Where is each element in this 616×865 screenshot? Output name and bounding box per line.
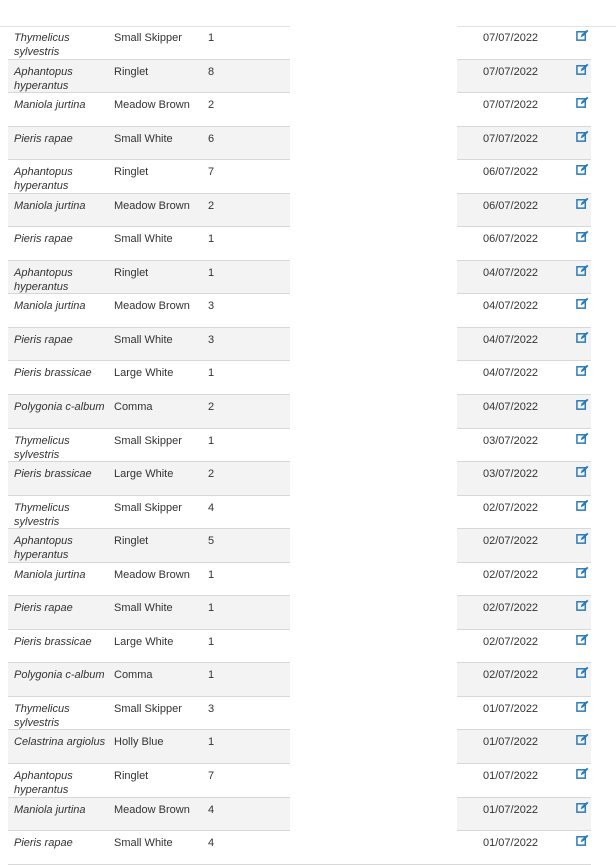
- count-cell: 5: [208, 535, 215, 548]
- date-cell: 03/07/2022: [483, 468, 539, 481]
- common-name-cell: Comma: [114, 669, 153, 682]
- edit-icon[interactable]: [576, 264, 590, 278]
- common-name-cell: Small Skipper: [114, 32, 182, 44]
- common-name-cell: Meadow Brown: [114, 99, 190, 112]
- count-cell: 1: [208, 233, 215, 246]
- scientific-name-cell: Pieris rapae: [14, 602, 73, 615]
- count-cell: 1: [208, 602, 215, 615]
- date-cell: 07/07/2022: [483, 132, 539, 145]
- count-cell: 1: [208, 635, 215, 648]
- common-name-cell: Small Skipper: [114, 501, 182, 514]
- count-cell: 1: [208, 736, 215, 749]
- scientific-name-cell: Maniola jurtina: [14, 568, 86, 581]
- edit-icon[interactable]: [576, 364, 590, 378]
- date-cell: 01/07/2022: [483, 736, 539, 749]
- common-name-cell: Small White: [114, 333, 173, 346]
- count-cell: 6: [208, 132, 215, 145]
- scientific-name-cell: Pieris brassicae: [14, 635, 92, 648]
- scientific-name-cell: Pieris rapae: [14, 233, 73, 246]
- edit-icon[interactable]: [576, 230, 590, 244]
- common-name-cell: Ringlet: [114, 266, 149, 279]
- count-cell: 7: [208, 166, 215, 179]
- edit-icon[interactable]: [576, 197, 590, 211]
- edit-icon[interactable]: [576, 465, 590, 479]
- date-cell: 04/07/2022: [483, 266, 539, 279]
- date-cell: 01/07/2022: [483, 837, 539, 850]
- common-name-cell: Meadow Brown: [114, 199, 190, 212]
- date-cell: 04/07/2022: [483, 401, 539, 414]
- count-cell: 2: [208, 401, 215, 414]
- common-name-cell: Large White: [114, 635, 174, 648]
- scientific-name-cell: Pieris brassicae: [14, 468, 92, 481]
- scientific-name-cell: Aphantopus hyperantus: [14, 65, 73, 92]
- count-cell: 4: [208, 501, 215, 514]
- edit-icon[interactable]: [576, 700, 590, 714]
- scientific-name-cell: Aphantopus hyperantus: [14, 166, 73, 193]
- count-cell: 1: [208, 568, 215, 581]
- count-cell: 3: [208, 333, 215, 346]
- scientific-name-cell: Pieris rapae: [14, 333, 73, 346]
- common-name-cell: Ringlet: [114, 770, 149, 783]
- table-header-strip: [0, 0, 616, 27]
- date-cell: 01/07/2022: [483, 803, 539, 816]
- count-cell: 1: [208, 266, 215, 279]
- edit-icon[interactable]: [576, 566, 590, 580]
- scientific-name-cell: Celastrina argiolus: [14, 736, 106, 749]
- scientific-name-cell: Maniola jurtina: [14, 199, 86, 212]
- common-name-cell: Meadow Brown: [114, 568, 190, 581]
- count-cell: 3: [208, 702, 215, 715]
- common-name-cell: Small White: [114, 132, 173, 145]
- count-cell: 8: [208, 65, 215, 78]
- scientific-name-cell: Aphantopus hyperantus: [14, 535, 73, 562]
- scientific-name-cell: Thymelicus sylvestris: [14, 434, 70, 461]
- edit-icon[interactable]: [576, 297, 590, 311]
- common-name-cell: Comma: [114, 401, 153, 414]
- edit-icon[interactable]: [576, 633, 590, 647]
- date-cell: 02/07/2022: [483, 635, 539, 648]
- common-name-cell: Ringlet: [114, 535, 149, 548]
- date-cell: 04/07/2022: [483, 367, 539, 380]
- scientific-name-cell: Maniola jurtina: [14, 300, 86, 313]
- count-cell: 2: [208, 99, 215, 112]
- common-name-cell: Small White: [114, 602, 173, 615]
- count-cell: 1: [208, 434, 215, 447]
- scientific-name-cell: Maniola jurtina: [14, 99, 86, 112]
- common-name-cell: Small Skipper: [114, 434, 182, 447]
- common-name-cell: Meadow Brown: [114, 803, 190, 816]
- common-name-cell: Small Skipper: [114, 702, 182, 715]
- edit-icon[interactable]: [576, 163, 590, 177]
- edit-icon[interactable]: [576, 733, 590, 747]
- common-name-cell: Meadow Brown: [114, 300, 190, 313]
- date-cell: 02/07/2022: [483, 535, 539, 548]
- count-cell: 1: [208, 32, 215, 44]
- scientific-name-cell: Polygonia c-album: [14, 401, 105, 414]
- date-cell: 07/07/2022: [483, 32, 539, 44]
- edit-icon[interactable]: [576, 96, 590, 110]
- edit-icon[interactable]: [576, 599, 590, 613]
- date-cell: 06/07/2022: [483, 166, 539, 179]
- date-cell: 07/07/2022: [483, 99, 539, 112]
- date-cell: 02/07/2022: [483, 669, 539, 682]
- scientific-name-cell: Aphantopus hyperantus: [14, 770, 73, 797]
- date-cell: 02/07/2022: [483, 501, 539, 514]
- scientific-name-cell: Pieris rapae: [14, 132, 73, 145]
- edit-icon[interactable]: [576, 398, 590, 412]
- edit-icon[interactable]: [576, 499, 590, 513]
- common-name-cell: Holly Blue: [114, 736, 164, 749]
- date-cell: 06/07/2022: [483, 233, 539, 246]
- date-cell: 02/07/2022: [483, 602, 539, 615]
- edit-icon[interactable]: [576, 63, 590, 77]
- date-cell: 07/07/2022: [483, 65, 539, 78]
- date-cell: 01/07/2022: [483, 770, 539, 783]
- scientific-name-cell: Pieris brassicae: [14, 367, 92, 380]
- date-cell: 04/07/2022: [483, 333, 539, 346]
- edit-icon[interactable]: [576, 666, 590, 680]
- common-name-cell: Small White: [114, 233, 173, 246]
- scientific-name-cell: Polygonia c-album: [14, 669, 105, 682]
- edit-icon[interactable]: [576, 801, 590, 815]
- edit-icon[interactable]: [576, 331, 590, 345]
- edit-icon[interactable]: [576, 130, 590, 144]
- date-cell: 04/07/2022: [483, 300, 539, 313]
- count-cell: 2: [208, 468, 215, 481]
- scientific-name-cell: Thymelicus sylvestris: [14, 32, 70, 58]
- date-cell: 01/07/2022: [483, 702, 539, 715]
- edit-icon[interactable]: [576, 29, 590, 43]
- date-cell: 06/07/2022: [483, 199, 539, 212]
- edit-icon[interactable]: [576, 834, 590, 848]
- count-cell: 1: [208, 367, 215, 380]
- date-cell: 02/07/2022: [483, 568, 539, 581]
- edit-icon[interactable]: [576, 532, 590, 546]
- count-cell: 7: [208, 770, 215, 783]
- scientific-name-cell: Pieris rapae: [14, 837, 73, 850]
- blank-column-area: [290, 26, 457, 861]
- scientific-name-cell: Maniola jurtina: [14, 803, 86, 816]
- scientific-name-cell: Aphantopus hyperantus: [14, 266, 73, 293]
- count-cell: 2: [208, 199, 215, 212]
- count-cell: 4: [208, 837, 215, 850]
- edit-icon[interactable]: [576, 432, 590, 446]
- count-cell: 3: [208, 300, 215, 313]
- scientific-name-cell: Thymelicus sylvestris: [14, 501, 70, 528]
- common-name-cell: Ringlet: [114, 65, 149, 78]
- count-cell: 4: [208, 803, 215, 816]
- common-name-cell: Small White: [114, 837, 173, 850]
- common-name-cell: Ringlet: [114, 166, 149, 179]
- date-cell: 03/07/2022: [483, 434, 539, 447]
- edit-icon[interactable]: [576, 767, 590, 781]
- common-name-cell: Large White: [114, 468, 174, 481]
- scientific-name-cell: Thymelicus sylvestris: [14, 702, 70, 729]
- count-cell: 1: [208, 669, 215, 682]
- common-name-cell: Large White: [114, 367, 174, 380]
